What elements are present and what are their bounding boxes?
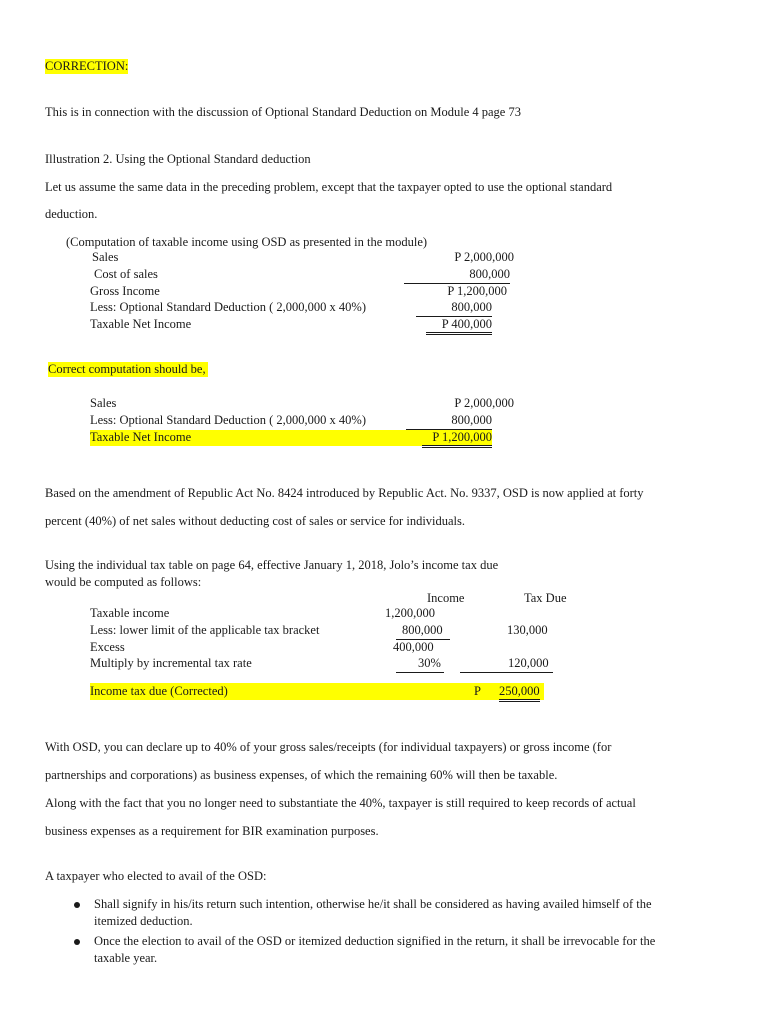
bullet-marker bbox=[74, 939, 80, 945]
elected-intro: A taxpayer who elected to avail of the OSD: bbox=[45, 869, 267, 883]
module-computation-heading: (Computation of taxable income using OSD as presented in the module) bbox=[66, 235, 428, 249]
correct-heading: Correct computation should be, bbox=[48, 362, 206, 376]
tax-row-rate-tax: 120,000 bbox=[508, 656, 549, 670]
module-row-gross-amount: P 1,200,000 bbox=[447, 284, 507, 298]
assume-line-2: deduction. bbox=[45, 207, 98, 221]
tax-rate-tax-underline bbox=[460, 672, 553, 673]
tax-row-excess-income: 400,000 bbox=[393, 640, 434, 654]
amendment-line-1: Based on the amendment of Republic Act No. 8424 introduced by Republic Act. No. 9337, OSD is now applied at forty bbox=[45, 486, 644, 500]
tax-col-income-header: Income bbox=[427, 591, 465, 605]
bullet-1-line-1: Shall signify in his/its return such intention, otherwise he/it shall be considered as having availed himself of the bbox=[94, 897, 652, 911]
illustration-title: Illustration 2. Using the Optional Standard deduction bbox=[45, 152, 311, 166]
tax-row-taxable-label: Taxable income bbox=[90, 606, 170, 620]
bullet-2-line-1: Once the election to avail of the OSD or itemized deduction signified in the return, it shall be irrevocable for the bbox=[94, 934, 656, 948]
tax-row-rate-label: Multiply by incremental tax rate bbox=[90, 656, 252, 670]
module-row-gross-label: Gross Income bbox=[90, 284, 160, 298]
tax-row-taxable-income: 1,200,000 bbox=[385, 606, 435, 620]
osd-line-2: partnerships and corporations) as business expenses, of which the remaining 60% will then be taxable. bbox=[45, 768, 558, 782]
bullet-2-line-2: taxable year. bbox=[94, 951, 158, 965]
tax-row-lower-limit-tax: 130,000 bbox=[507, 623, 548, 637]
module-row-osd-amount: 800,000 bbox=[451, 300, 492, 314]
assume-line-1: Let us assume the same data in the preceding problem, except that the taxpayer opted to use the optional standard bbox=[45, 180, 613, 194]
module-row-sales-label: Sales bbox=[92, 250, 119, 264]
correct-row-osd-label: Less: Optional Standard Deduction ( 2,000,000 x 40%) bbox=[90, 413, 366, 427]
intro-text: This is in connection with the discussion of Optional Standard Deduction on Module 4 page 73 bbox=[45, 105, 521, 119]
module-row-cost-label: Cost of sales bbox=[94, 267, 158, 281]
tax-total-currency: P bbox=[474, 684, 481, 698]
tax-intro-line-1: Using the individual tax table on page 64, effective January 1, 2018, Jolo’s income tax due bbox=[45, 558, 499, 572]
records-line-2: business expenses as a requirement for BIR examination purposes. bbox=[45, 824, 379, 838]
correction-label: CORRECTION: bbox=[45, 59, 129, 73]
tax-intro-line-2: would be computed as follows: bbox=[45, 575, 202, 589]
correct-row-taxable-amount: P 1,200,000 bbox=[422, 430, 492, 448]
amendment-line-2: percent (40%) of net sales without deducting cost of sales or service for individuals. bbox=[45, 514, 466, 528]
tax-col-taxdue-header: Tax Due bbox=[524, 591, 567, 605]
records-line-1: Along with the fact that you no longer need to substantiate the 40%, taxpayer is still required to keep records of actual bbox=[45, 796, 636, 810]
module-row-taxable-label: Taxable Net Income bbox=[90, 317, 192, 331]
module-row-taxable-amount: P 400,000 bbox=[426, 317, 492, 335]
correct-row-taxable-label: Taxable Net Income bbox=[90, 430, 192, 444]
correct-row-sales-label: Sales bbox=[90, 396, 117, 410]
module-row-osd-label: Less: Optional Standard Deduction ( 2,000,000 x 40%) bbox=[90, 300, 366, 314]
tax-total-value: 250,000 bbox=[499, 684, 540, 702]
module-row-cost-amount: 800,000 bbox=[469, 267, 510, 281]
tax-rate-underline bbox=[396, 672, 444, 673]
osd-line-1: With OSD, you can declare up to 40% of your gross sales/receipts (for individual taxpayers) or gross income (for bbox=[45, 740, 612, 754]
tax-row-rate-income: 30% bbox=[418, 656, 441, 670]
correct-row-sales-amount: P 2,000,000 bbox=[454, 396, 514, 410]
bullet-marker bbox=[74, 902, 80, 908]
module-row-sales-amount: P 2,000,000 bbox=[454, 250, 514, 264]
tax-row-lower-limit-income: 800,000 bbox=[402, 623, 443, 637]
correct-row-osd-amount: 800,000 bbox=[451, 413, 492, 427]
bullet-1-line-2: itemized deduction. bbox=[94, 914, 193, 928]
tax-total-label: Income tax due (Corrected) bbox=[90, 684, 228, 698]
tax-row-excess-label: Excess bbox=[90, 640, 125, 654]
tax-row-lower-limit-label: Less: lower limit of the applicable tax bracket bbox=[90, 623, 320, 637]
